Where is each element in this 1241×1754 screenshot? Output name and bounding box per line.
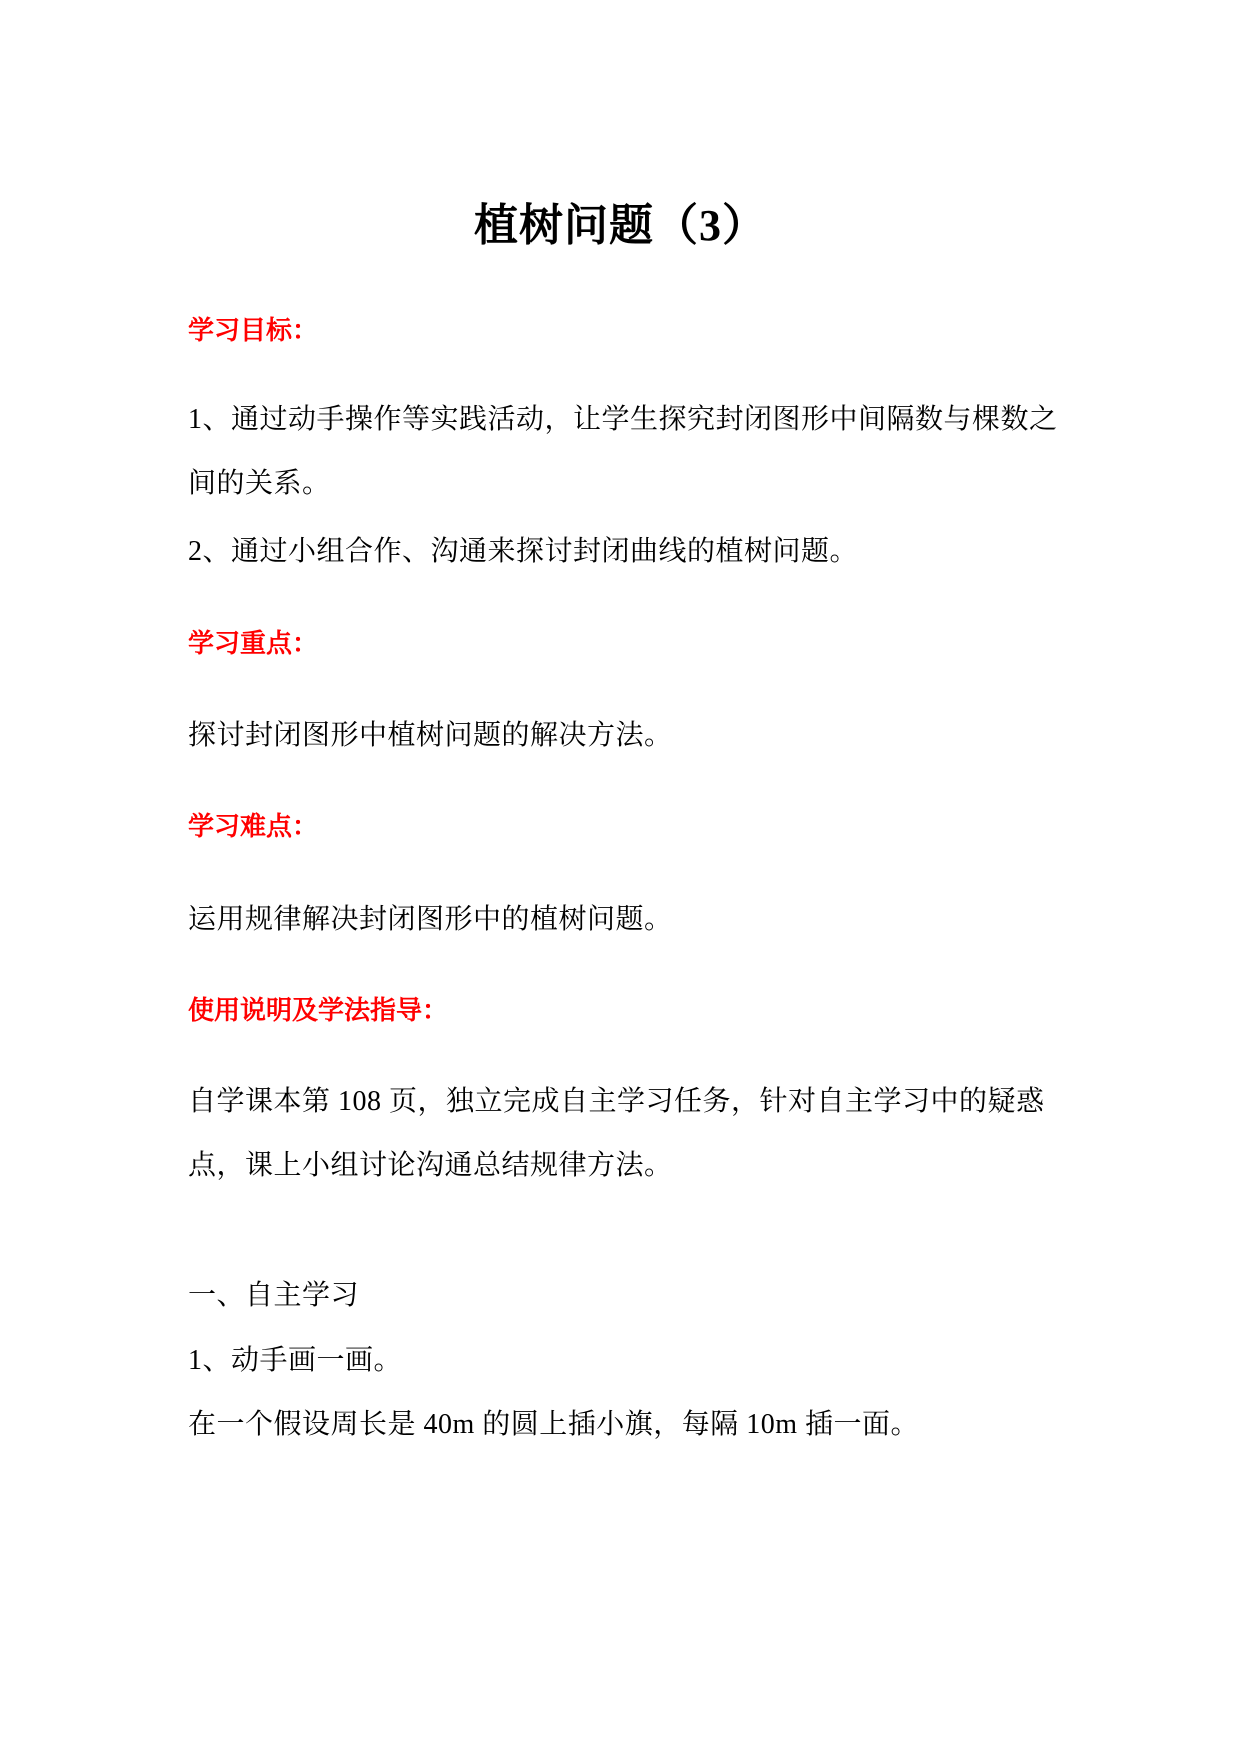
- key-points-text: 探讨封闭图形中植树问题的解决方法。: [188, 720, 673, 751]
- objective-item-2: 2、通过小组合作、沟通来探讨封闭曲线的植树问题。: [188, 536, 859, 567]
- instructions-text: 自学课本第 108 页，独立完成自主学习任务，针对自主学习中的疑惑点，课上小组讨论沟通总结规律方法。: [188, 1086, 1045, 1181]
- self-study-item-1-text: 在一个假设周长是 40m 的圆上插小旗，每隔 10m 插一面。: [188, 1409, 920, 1440]
- page-title: 植树问题（3）: [474, 201, 767, 250]
- difficulties-heading: 学习难点：: [188, 812, 319, 842]
- objective-item-1: 1、通过动手操作等实践活动，让学生探究封闭图形中间隔数与棵数之间的关系。: [188, 404, 1058, 499]
- self-study-item-1: 1、动手画一画。: [188, 1345, 403, 1376]
- key-points-heading: 学习重点：: [188, 629, 319, 659]
- objectives-heading: 学习目标：: [188, 316, 319, 346]
- difficulties-text: 运用规律解决封闭图形中的植树问题。: [188, 904, 673, 935]
- self-study-heading: 一、自主学习: [188, 1280, 360, 1311]
- instructions-heading: 使用说明及学法指导：: [188, 996, 449, 1026]
